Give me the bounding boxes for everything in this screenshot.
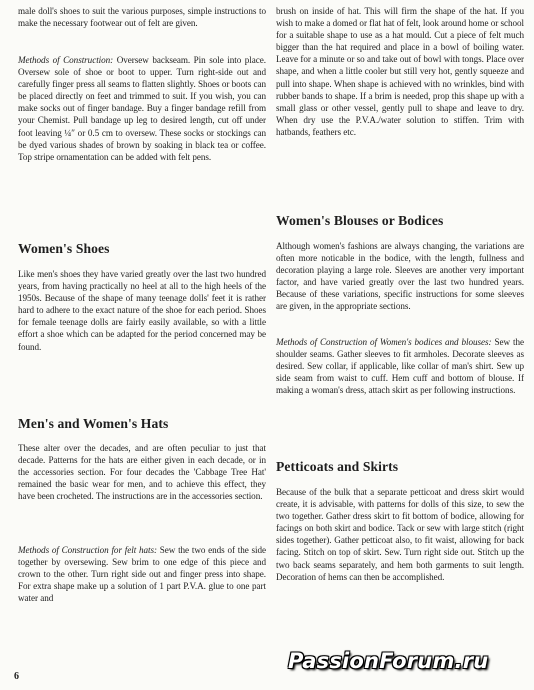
petticoats-section: [276, 459, 524, 475]
blouses-heading: Women's Blouses or Bodices: [276, 213, 444, 228]
hats-paragraph: These alter over the decades, and are often peculiar to just that decade. Patterns for the hats are either given in each decade, or in the accessories section. For four decades the 'Cabbage Tree Hat' remained the basic wear for men, and to achieve this effect, they have been crocheted. The instructions are in the accessories section.: [18, 443, 266, 502]
blouses-construction-lead: Methods of Construction of Women's bodices and blouses:: [276, 337, 492, 347]
intro-block: [18, 5, 266, 29]
watermark: PassionForum.ru: [288, 649, 489, 673]
blouses-construction-paragraph: [276, 336, 524, 396]
blouses-paragraph: Although women's fashions are always changing, the variations are often more noticable in the bodice, with the length, fullness and decoration playing a large role. Sleeves are another very important factor, and have varied greatly over the last two hundred years. Because of these variations, specific instructions for some sleeves are given, in the appropriate sections.: [276, 241, 524, 312]
shoe-construction-block: [18, 54, 266, 163]
blouses-construction-text: Sew the shoulder seams. Gather sleeves to fit armholes. Decorate sleeves as desired. Sew collar, if applicable, like collar of man's shirt. Sew up side seam from waist to cuff. Hem cuff and bottom of blouse. If making a woman's dress, attach skirt as per following instructions.: [276, 337, 524, 396]
hats-body: [18, 442, 266, 502]
hats-section: [18, 416, 266, 432]
blouses-construction-block: [276, 336, 524, 396]
intro-paragraph: male doll's shoes to suit the various purposes, simple instructions to make the necessary footwear out of felt are given.: [18, 6, 266, 29]
petticoats-heading: Petticoats and Skirts: [276, 459, 399, 474]
blouses-body: [276, 240, 524, 313]
hats-construction-paragraph: [18, 544, 266, 604]
hats-construction-text: Sew the two ends of the side together by oversewing. Sew brim to one edge of this piece and crown to the other. Turn right side out and finger press into shape. For extra shape make up a solution of 1 part P.V.A. glue to one part water and: [18, 545, 266, 604]
petticoats-body: [276, 486, 524, 583]
blouses-section: [276, 213, 524, 229]
womens-shoes-heading: Women's Shoes: [18, 241, 110, 256]
hats-construction-lead: Methods of Construction for felt hats:: [18, 545, 157, 555]
page-number: 6: [14, 671, 19, 682]
hats-continued-paragraph: brush on inside of hat. This will firm the shape of the hat. If you wish to make a domed or flat hat of felt, look around home or school for a suitable shape to use as a hat mould. Cut a piece of felt much bigger than the hat required and place in a bowl of boiling water. Leave for a minute or so and take out of bowl with tongs. Place over shape, and when a little cooler but still very hot, gently squeeze and pull into shape. When shape is achieved with no wrinkles, bind with rubber bands to shape. If a brim is needed, prop this shape up with a small glass or other vessel, gently pull to shape and leave to dry. When dry use the P.V.A./water solution to stiffen. Trim with hatbands, feathers etc.: [276, 6, 524, 137]
womens-shoes-paragraph: Like men's shoes they have varied greatly over the last two hundred years, from having practically no heel at all to the high heels of the 1950s. Because of the shape of many teenage dolls' feet it is rather hard to adhere to the exact nature of the shoe for each period. Shoes for female teenage dolls are fairly easily available, so with a little effort a shoe which can be adapted for the period concerned may be found.: [18, 269, 266, 352]
shoe-construction-lead: Methods of Construction:: [18, 55, 114, 65]
shoe-construction-paragraph: [18, 54, 266, 163]
womens-shoes-section: [18, 241, 266, 257]
hats-continued-block: [276, 5, 524, 138]
shoe-construction-text: Oversew backseam. Pin sole into place. Oversew sole of shoe or boot to upper. Turn right-side out and carefully finger press all seams to flatten slightly. Shoes or boots can be placed directly on feet and trimmed to suit. If you wish, you can make socks out of finger bandage. Buy a finger bandage refill from your Chemist. Pull bandage up leg to desired length, cut off under foot leaving ¼″ or 0.5 cm to oversew. These socks or stockings can be dyed various shades of brown by soaking in black tea or coffee. Top stripe ornamentation can be added with felt pens.: [18, 55, 266, 162]
womens-shoes-body: [18, 268, 266, 353]
hats-construction-block: [18, 544, 266, 604]
hats-heading: Men's and Women's Hats: [18, 416, 169, 431]
petticoats-paragraph: Because of the bulk that a separate petticoat and dress skirt would create, it is advisable, with patterns for dolls of this size, to sew the two together. Gather dress skirt to fit bottom of bodice, allowing for facings on both skirt and bodice. Tack or sew with large stitch (right sides together). Gather petticoat also, to fit waist, allowing for back facing. Stitch on top of skirt. Sew. Turn right side out. Stitch up the two back seams separately, and hem both garments to suit length. Decoration of hems can then be accomplished.: [276, 487, 524, 582]
